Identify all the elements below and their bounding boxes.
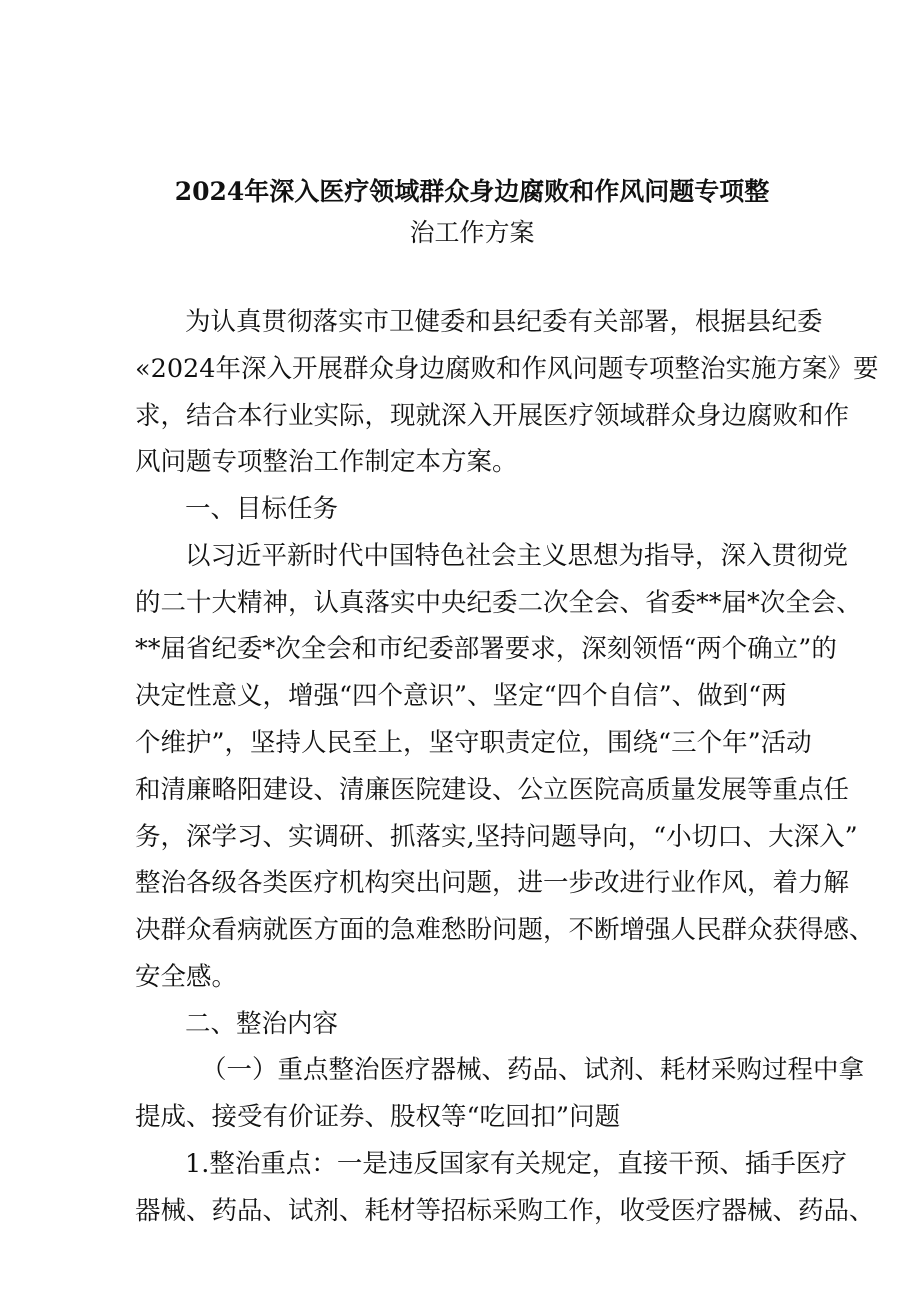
paragraph-line: 风问题专项整治工作制定本方案。 xyxy=(135,447,518,477)
paragraph-line: 决定性意义，增强“四个意识”、坚定“四个自信”、做到“两 xyxy=(135,681,787,711)
paragraph-line: 以习近平新时代中国特色社会主义思想为指导，深入贯彻党 xyxy=(185,541,849,571)
paragraph-line: «2024年深入开展群众身边腐败和作风问题专项整治实施方案》要 xyxy=(135,354,879,384)
paragraph-line: 决群众看病就医方面的急难愁盼问题，不断增强人民群众获得感、 xyxy=(135,915,875,945)
paragraph-line: 务，深学习、实调研、抓落实,坚持问题导向，“小切口、大深入” xyxy=(135,822,858,852)
paragraph-line: 整治各级各类医疗机构突出问题，进一步改进行业作风，着力解 xyxy=(135,868,850,898)
document-title-line-2: 治工作方案 xyxy=(409,218,535,247)
section-heading: 一、目标任务 xyxy=(185,494,339,524)
paragraph-line: 提成、接受有价证券、股权等“吃回扣”问题 xyxy=(135,1102,621,1132)
paragraph-line: **届省纪委*次全会和市纪委部署要求，深刻领悟“两个确立”的 xyxy=(135,634,837,664)
section-heading: 二、整治内容 xyxy=(185,1009,339,1039)
subsection-heading: （一）重点整治医疗器械、药品、试剂、耗材采购过程中拿 xyxy=(201,1055,865,1085)
paragraph-line: 求，结合本行业实际，现就深入开展医疗领域群众身边腐败和作 xyxy=(135,401,850,431)
paragraph-line: 个维护”，坚持人民至上，坚守职责定位，围绕“三个年”活动 xyxy=(135,728,812,758)
paragraph-line: 器械、药品、试剂、耗材等招标采购工作，收受医疗器械、药品、 xyxy=(135,1196,875,1226)
paragraph-line: 为认真贯彻落实市卫健委和县纪委有关部署，根据县纪委 xyxy=(185,307,823,337)
document-title-line-1: 2024年深入医疗领域群众身边腐败和作风问题专项整 xyxy=(174,177,770,206)
paragraph-line: 安全感。 xyxy=(135,962,238,992)
paragraph-line: 和清廉略阳建设、清廉医院建设、公立医院高质量发展等重点任 xyxy=(135,775,850,805)
paragraph-line: 1.整治重点：一是违反国家有关规定，直接干预、插手医疗 xyxy=(185,1149,847,1179)
paragraph-line: 的二十大精神，认真落实中央纪委二次全会、省委**届*次全会、 xyxy=(135,588,862,618)
